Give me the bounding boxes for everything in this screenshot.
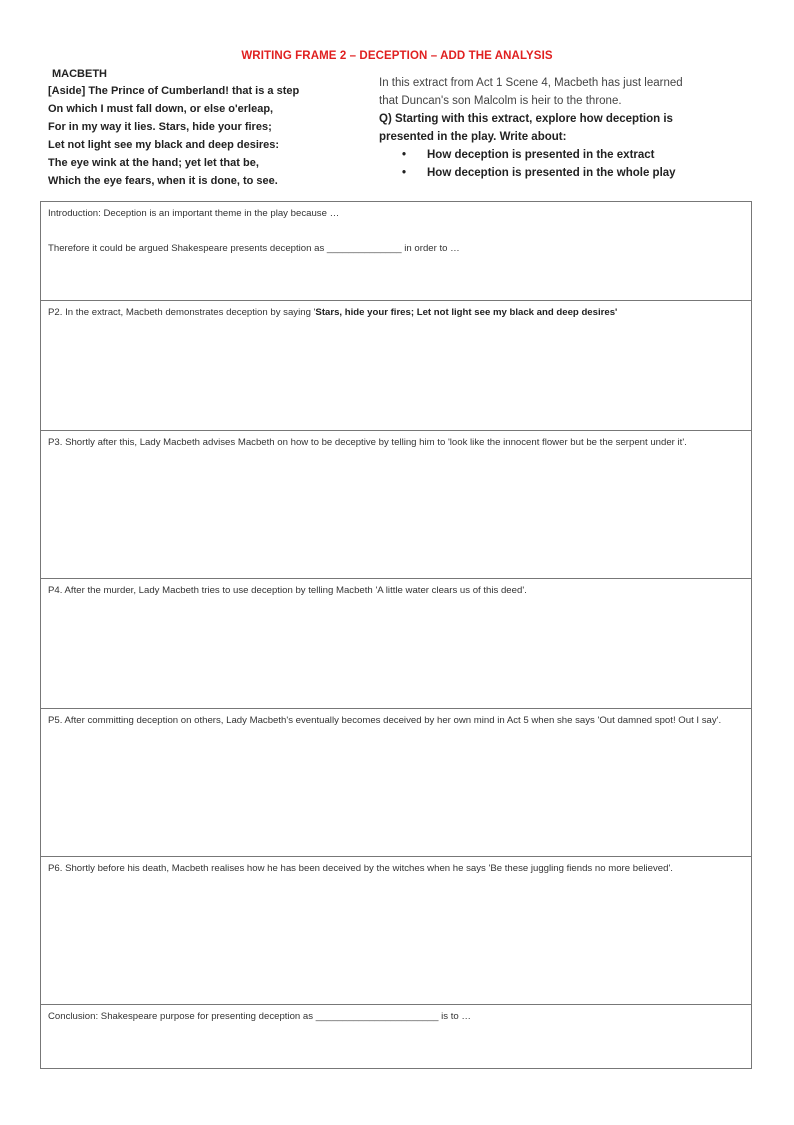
- introduction-prompt: Introduction: Deception is an important theme in the play because …: [48, 208, 340, 219]
- paragraph-4-prompt: P4. After the murder, Lady Macbeth tries to use deception by telling Macbeth 'A little water clears us of this deed'.: [48, 585, 527, 596]
- extract-line: Let not light see my black and deep desires:: [48, 139, 280, 151]
- paragraph-5-prompt: P5. After committing deception on others, Lady Macbeth's eventually becomes deceived by her own mind in Act 5 when she says 'Out damned spot! Out I say'.: [48, 715, 722, 726]
- question-text: Q) Starting with this extract, explore how deception is: [379, 113, 673, 125]
- extract-line: On which I must fall down, or else o'erleap,: [48, 103, 274, 115]
- conclusion-box[interactable]: [41, 1004, 751, 1068]
- extract-line: The eye wink at the hand; yet let that be,: [48, 157, 259, 169]
- paragraph-4-box[interactable]: [41, 578, 751, 708]
- conclusion-prompt: Conclusion: Shakespeare purpose for presenting deception as _______________________ is to …: [48, 1011, 471, 1022]
- paragraph-2-box[interactable]: [41, 300, 751, 430]
- bullet-icon: •: [402, 149, 407, 161]
- paragraph-3-prompt: P3. Shortly after this, Lady Macbeth advises Macbeth on how to be deceptive by telling him to 'look like the innocent flower but be the serpent under it'.: [48, 437, 687, 448]
- bullet-text: How deception is presented in the whole play: [427, 167, 676, 179]
- paragraph-6-box[interactable]: [41, 856, 751, 1004]
- bullet-list: [379, 146, 749, 182]
- extract-line: Which the eye fears, when it is done, to see.: [48, 175, 278, 187]
- paragraph-2-quote: Stars, hide your fires; Let not light see my black and deep desires': [315, 307, 618, 318]
- worksheet-title: WRITING FRAME 2 – DECEPTION – ADD THE ANALYSIS: [241, 50, 553, 62]
- bullet-item: [379, 146, 749, 164]
- paragraph-5-box[interactable]: [41, 708, 751, 856]
- bullet-icon: •: [402, 167, 407, 179]
- context-text: In this extract from Act 1 Scene 4, Macbeth has just learned: [379, 77, 683, 89]
- extract-line: For in my way it lies. Stars, hide your fires;: [48, 121, 272, 133]
- introduction-prompt-2: Therefore it could be argued Shakespeare presents deception as ______________ in order to …: [48, 243, 460, 254]
- extract-line: [Aside] The Prince of Cumberland! that is a step: [48, 85, 300, 97]
- paragraph-6-prompt: P6. Shortly before his death, Macbeth realises how he has been deceived by the witches when he says 'Be these juggling fiends no more believed'.: [48, 863, 673, 874]
- context-text: that Duncan's son Malcolm is heir to the throne.: [379, 95, 622, 107]
- task-block: [379, 74, 749, 182]
- speaker-name: MACBETH: [52, 68, 107, 80]
- paragraph-3-box[interactable]: [41, 430, 751, 578]
- introduction-box[interactable]: [41, 202, 751, 300]
- extract-block: [48, 68, 368, 190]
- bullet-text: How deception is presented in the extract: [427, 149, 655, 161]
- paragraph-2-prompt: P2. In the extract, Macbeth demonstrates deception by saying ': [48, 307, 316, 318]
- writing-frame: [40, 201, 752, 1069]
- bullet-item: [379, 164, 749, 182]
- question-text: presented in the play. Write about:: [379, 131, 567, 143]
